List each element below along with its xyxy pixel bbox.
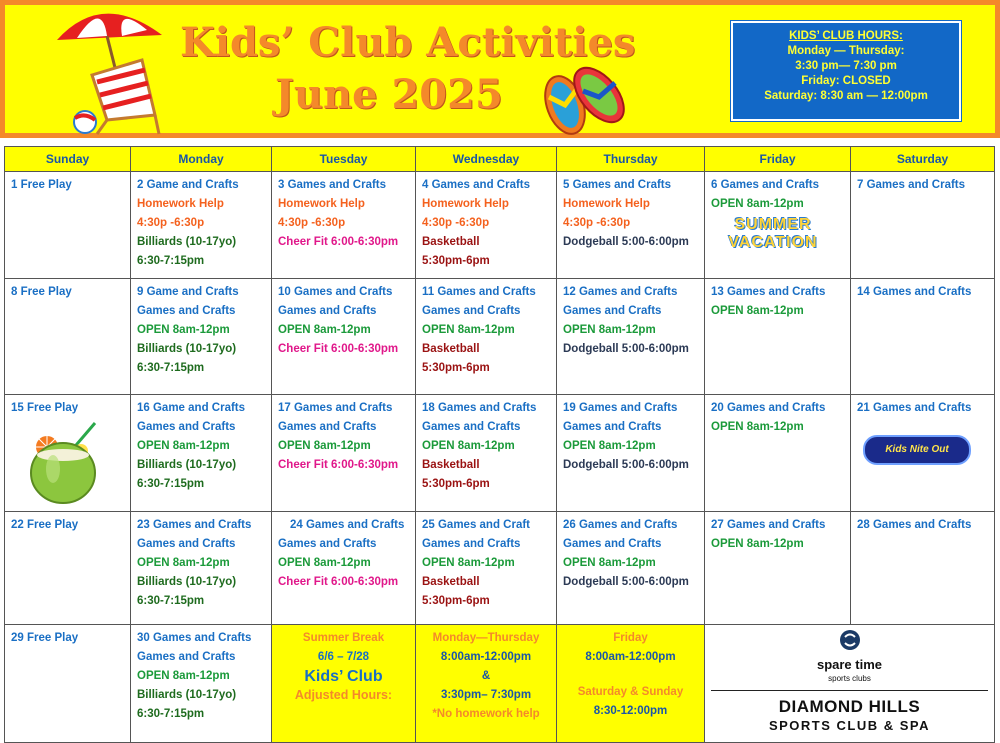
day-line: Homework Help	[422, 198, 509, 210]
friday-heading: Friday	[613, 631, 648, 644]
day-line: Billiards (10-17yo)	[137, 236, 237, 248]
day-line: 4:30p -6:30p	[137, 217, 205, 229]
day-line: 30 Games and Crafts	[137, 631, 252, 644]
day-line: OPEN 8am-12pm	[711, 305, 804, 318]
coconut-drink-icon	[23, 421, 107, 505]
day-line: 5:30pm-6pm	[422, 362, 490, 375]
day-cell	[705, 511, 851, 624]
day-header: Tuesday	[272, 147, 416, 172]
day-cell	[416, 279, 557, 395]
mon-thu-ampersand: &	[481, 669, 491, 682]
day-line: Games and Crafts	[563, 305, 662, 318]
day-line: Games and Crafts	[137, 537, 236, 550]
day-line: Basketball	[422, 236, 480, 248]
day-line: Games and Crafts	[137, 650, 236, 663]
day-cell	[131, 279, 272, 395]
day-line: Cheer Fit 6:00-6:30pm	[278, 459, 399, 472]
day-line: 6:30-7:15pm	[137, 478, 205, 491]
day-line: OPEN 8am-12pm	[711, 198, 804, 210]
day-line: Games and Crafts	[422, 305, 521, 318]
day-line: Basketball	[422, 575, 480, 588]
day-line: OPEN 8am-12pm	[278, 556, 371, 569]
day-cell	[5, 172, 131, 279]
day-line: 13 Games and Crafts	[711, 286, 826, 299]
day-cell	[851, 279, 995, 395]
day-line: Dodgeball 5:00-6:00pm	[563, 459, 689, 472]
kids-nite-out-badge: Kids Nite Out	[863, 435, 971, 465]
day-line: Dodgeball 5:00-6:00pm	[563, 575, 689, 588]
day-line: 10 Games and Crafts	[278, 286, 393, 299]
adjusted-hours-mon-thu	[416, 624, 557, 742]
spare-time-logo-icon	[839, 629, 861, 651]
hours-line-4: Saturday: 8:30 am — 12:00pm	[764, 90, 928, 102]
day-line: 5:30pm-6pm	[422, 478, 490, 491]
day-line: 4:30p -6:30p	[278, 217, 346, 229]
day-header: Friday	[705, 147, 851, 172]
day-line: 8 Free Play	[11, 286, 72, 299]
day-cell	[705, 279, 851, 395]
week-row	[5, 511, 995, 624]
no-homework-note: *No homework help	[432, 707, 540, 720]
day-line: Cheer Fit 6:00-6:30pm	[278, 343, 399, 356]
day-header: Thursday	[557, 147, 705, 172]
day-cell	[557, 511, 705, 624]
week-row	[5, 395, 995, 511]
summer-break-cell	[272, 624, 416, 742]
day-line: 4 Games and Crafts	[422, 179, 531, 191]
day-line: 27 Games and Crafts	[711, 518, 826, 531]
day-cell	[131, 395, 272, 511]
week-row	[5, 624, 995, 742]
hours-heading: KIDS’ CLUB HOURS:	[789, 30, 903, 42]
day-header: Saturday	[851, 147, 995, 172]
day-cell	[557, 172, 705, 279]
mon-thu-time-1: 8:00am-12:00pm	[440, 650, 532, 663]
sponsor-logos-cell	[705, 624, 995, 742]
day-line: OPEN 8am-12pm	[422, 556, 515, 569]
day-line: OPEN 8am-12pm	[422, 324, 515, 337]
day-cell	[5, 279, 131, 395]
day-header: Wednesday	[416, 147, 557, 172]
day-line: 24 Games and Crafts	[290, 518, 405, 531]
day-line: OPEN 8am-12pm	[137, 556, 230, 569]
weekend-heading: Saturday & Sunday	[577, 685, 684, 698]
day-line: Basketball	[422, 343, 480, 356]
day-line: 25 Games and Craft	[422, 518, 531, 531]
day-line: 5:30pm-6pm	[422, 255, 490, 267]
day-line: 5 Games and Crafts	[563, 179, 672, 191]
day-cell	[272, 172, 416, 279]
day-line: OPEN 8am-12pm	[137, 324, 230, 337]
day-cell	[416, 395, 557, 511]
day-line: 12 Games and Crafts	[563, 286, 678, 299]
day-cell	[5, 395, 131, 511]
day-line: 11 Games and Crafts	[422, 286, 536, 299]
day-line: 23 Games and Crafts	[137, 518, 252, 531]
day-line: 17 Games and Crafts	[278, 402, 393, 415]
day-line: 28 Games and Crafts	[857, 518, 972, 531]
day-cell	[416, 511, 557, 624]
day-cell	[131, 511, 272, 624]
day-line: OPEN 8am-12pm	[137, 669, 230, 682]
day-line: Games and Crafts	[278, 537, 377, 550]
day-cell	[851, 511, 995, 624]
day-line: 6:30-7:15pm	[137, 707, 205, 720]
hours-line-2: 3:30 pm— 7:30 pm	[795, 60, 897, 72]
day-cell	[272, 279, 416, 395]
summer-break-kids-club: Kids’ Club	[304, 667, 383, 685]
day-line: Cheer Fit 6:00-6:30pm	[278, 236, 399, 248]
day-line: 16 Game and Crafts	[137, 402, 246, 415]
day-line: Homework Help	[278, 198, 365, 210]
day-line: 9 Game and Crafts	[137, 286, 239, 299]
day-cell	[705, 395, 851, 511]
activity-calendar	[4, 146, 995, 743]
day-line: OPEN 8am-12pm	[422, 440, 515, 453]
day-line: Games and Crafts	[422, 537, 521, 550]
adjusted-hours-fri-sat	[557, 624, 705, 742]
day-line: Billiards (10-17yo)	[137, 343, 237, 356]
title-line-2: June 2025	[275, 71, 503, 118]
day-line: Billiards (10-17yo)	[137, 575, 237, 588]
day-line: 6:30-7:15pm	[137, 594, 205, 607]
day-line: Basketball	[422, 459, 480, 472]
day-line: OPEN 8am-12pm	[137, 440, 230, 453]
day-line: Cheer Fit 6:00-6:30pm	[278, 575, 399, 588]
day-line: OPEN 8am-12pm	[278, 440, 371, 453]
day-line: Games and Crafts	[137, 421, 236, 434]
day-line: 6:30-7:15pm	[137, 362, 205, 375]
day-line: 4:30p -6:30p	[563, 217, 631, 229]
day-line: 6:30-7:15pm	[137, 255, 205, 267]
spare-time-sub: sports clubs	[828, 673, 871, 683]
day-cell	[131, 172, 272, 279]
day-cell	[851, 395, 995, 511]
day-line: Games and Crafts	[563, 537, 662, 550]
weekend-time: 8:30-12:00pm	[593, 704, 668, 717]
week-row	[5, 279, 995, 395]
day-cell	[416, 172, 557, 279]
day-line: Homework Help	[563, 198, 650, 210]
header-banner	[0, 0, 1000, 138]
day-line: OPEN 8am-12pm	[711, 537, 804, 550]
day-cell	[131, 624, 272, 742]
day-cell	[5, 511, 131, 624]
summer-break-adjusted: Adjusted Hours:	[294, 687, 393, 702]
day-line: Games and Crafts	[422, 421, 521, 434]
day-line: OPEN 8am-12pm	[711, 421, 804, 434]
week-row	[5, 172, 995, 279]
day-line: 3 Games and Crafts	[278, 179, 387, 191]
day-line: 4:30p -6:30p	[422, 217, 490, 229]
title-line-1: Kids’ Club Activities	[180, 19, 636, 66]
weekday-header-row	[5, 147, 995, 172]
day-line: Billiards (10-17yo)	[137, 459, 237, 472]
flip-flops-icon	[527, 57, 637, 142]
summer-break-dates: 6/6 – 7/28	[317, 650, 370, 663]
summer-vacation-badge: SUMMER VACATION	[728, 216, 818, 251]
day-line: Homework Help	[137, 198, 224, 210]
day-header: Sunday	[5, 147, 131, 172]
day-line: 7 Games and Crafts	[857, 179, 966, 191]
mon-thu-time-2: 3:30pm– 7:30pm	[440, 688, 532, 701]
day-line: 26 Games and Crafts	[563, 518, 678, 531]
day-cell	[705, 172, 851, 279]
hours-line-3: Friday: CLOSED	[801, 75, 891, 87]
day-line: Dodgeball 5:00-6:00pm	[563, 343, 689, 356]
day-cell	[5, 624, 131, 742]
day-cell	[557, 395, 705, 511]
day-line: 1 Free Play	[11, 179, 72, 191]
day-line: 6 Games and Crafts	[711, 179, 820, 191]
friday-time: 8:00am-12:00pm	[585, 650, 676, 663]
day-line: 19 Games and Crafts	[563, 402, 678, 415]
day-line: 15 Free Play	[11, 402, 79, 415]
hours-line-1: Monday — Thursday:	[787, 45, 905, 57]
kids-club-hours-box	[731, 21, 961, 121]
day-line: OPEN 8am-12pm	[563, 324, 656, 337]
day-line: 21 Games and Crafts	[857, 402, 972, 415]
day-cell	[272, 511, 416, 624]
day-line: 2 Game and Crafts	[137, 179, 239, 191]
diamond-hills-sub: SPORTS CLUB & SPA	[768, 717, 931, 733]
day-line: 14 Games and Crafts	[857, 286, 972, 299]
day-line: Billiards (10-17yo)	[137, 688, 237, 701]
mon-thu-heading: Monday—Thursday	[432, 631, 540, 644]
day-cell	[557, 279, 705, 395]
day-line: Games and Crafts	[278, 305, 377, 318]
day-line: 22 Free Play	[11, 518, 79, 531]
day-line: Games and Crafts	[278, 421, 377, 434]
beach-umbrella-chair-icon	[47, 0, 172, 138]
day-line: Dodgeball 5:00-6:00pm	[563, 236, 689, 248]
day-line: 20 Games and Crafts	[711, 402, 826, 415]
spare-time-name: spare time	[816, 656, 883, 672]
diamond-hills-name: DIAMOND HILLS	[711, 690, 988, 717]
day-cell	[272, 395, 416, 511]
day-line: Games and Crafts	[563, 421, 662, 434]
day-cell	[851, 172, 995, 279]
day-line: 29 Free Play	[11, 631, 79, 644]
day-line: OPEN 8am-12pm	[563, 556, 656, 569]
day-line: OPEN 8am-12pm	[278, 324, 371, 337]
day-line: Games and Crafts	[137, 305, 236, 318]
day-line: OPEN 8am-12pm	[563, 440, 656, 453]
day-header: Monday	[131, 147, 272, 172]
day-line: 18 Games and Crafts	[422, 402, 537, 415]
day-line: 5:30pm-6pm	[422, 594, 490, 607]
summer-break-title: Summer Break	[302, 631, 385, 644]
